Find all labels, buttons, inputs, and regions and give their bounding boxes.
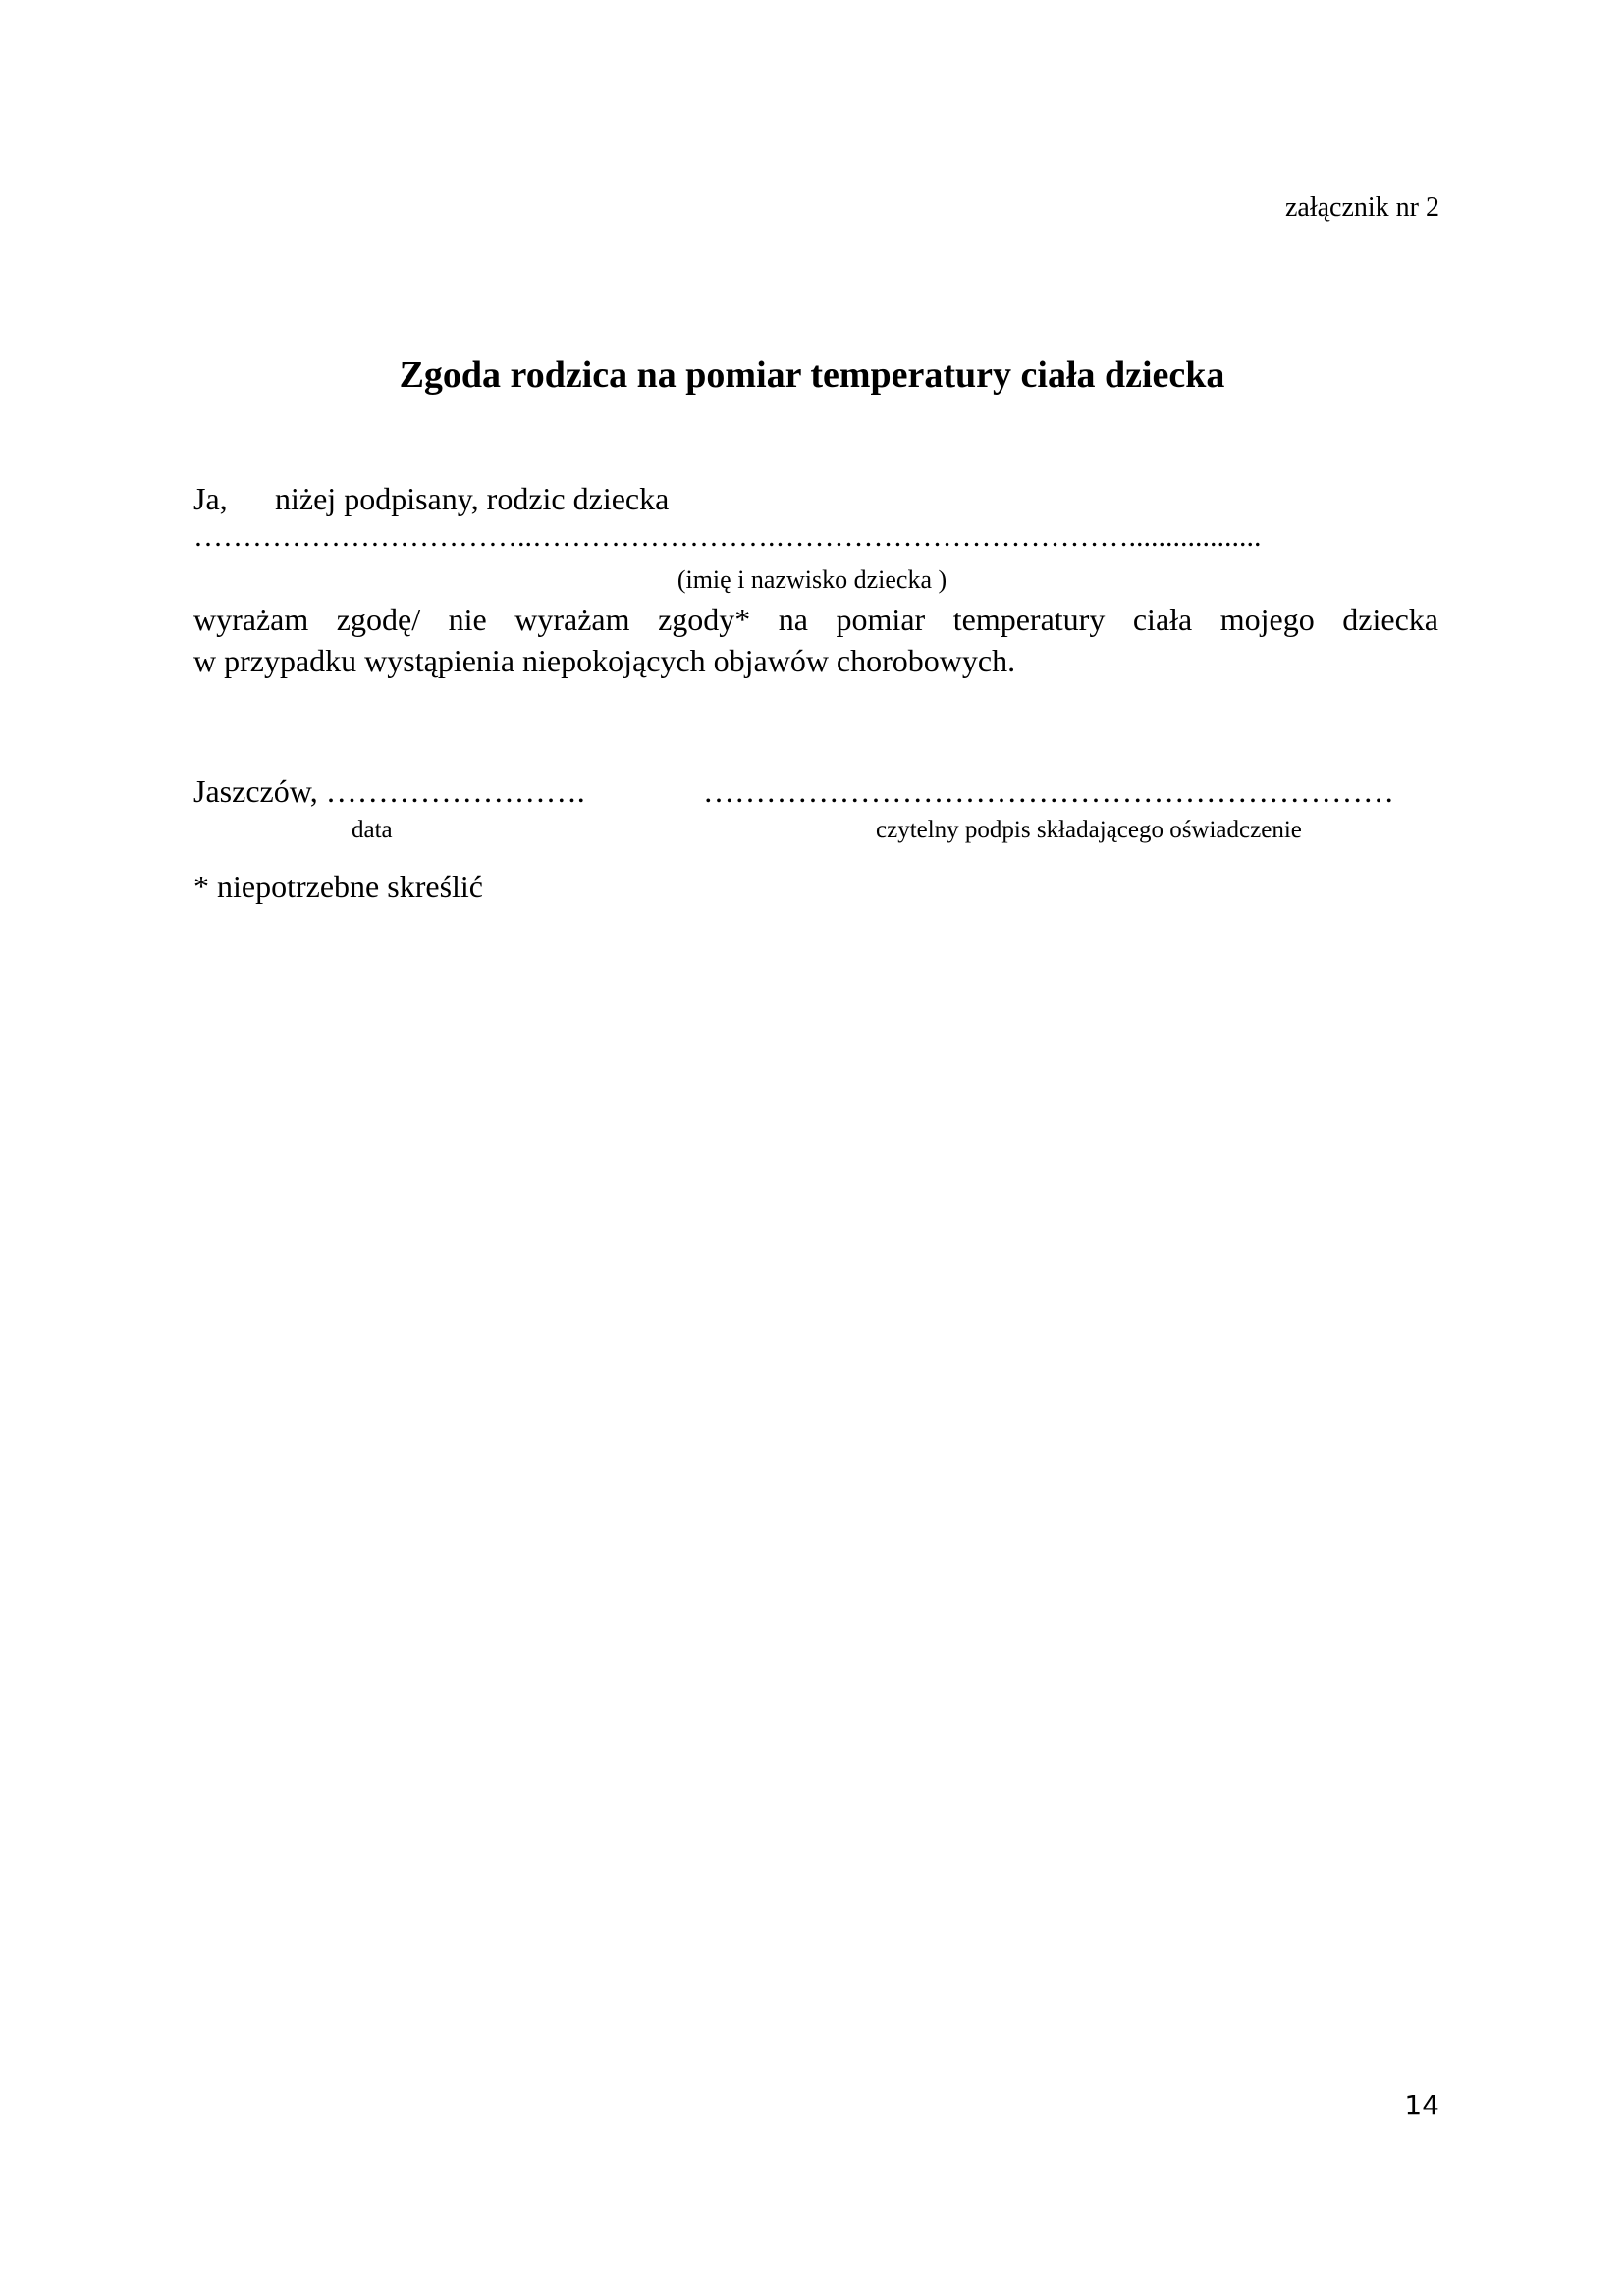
signature-field[interactable]: ………………………………………………………… <box>703 774 1394 809</box>
intro-ja: Ja, <box>193 481 228 516</box>
place-date-field[interactable]: Jaszczów, ……………………. <box>193 774 585 809</box>
page-number: 14 <box>1404 2089 1439 2121</box>
signature-caption: czytelny podpis składającego oświadczenie <box>876 817 1302 843</box>
document-title: Zgoda rodzica na pomiar temperatury ciała dziecka <box>399 354 1225 396</box>
annex-label: załącznik nr 2 <box>1284 192 1439 223</box>
consent-paragraph <box>193 599 1438 681</box>
child-name-caption: (imię i nazwisko dziecka ) <box>677 565 947 594</box>
footnote: * niepotrzebne skreślić <box>193 869 483 904</box>
date-caption: data <box>352 817 393 843</box>
child-name-field[interactable]: ……………………………..…………………….……………………………….................. <box>193 520 1262 553</box>
consent-line-1: wyrażam zgodę/ nie wyrażam zgody* na pomiar temperatury ciała mojego dziecka <box>193 602 1438 637</box>
intro-text: niżej podpisany, rodzic dziecka <box>275 481 670 516</box>
consent-line-2: w przypadku wystąpienia niepokojących objawów chorobowych. <box>193 643 1016 678</box>
